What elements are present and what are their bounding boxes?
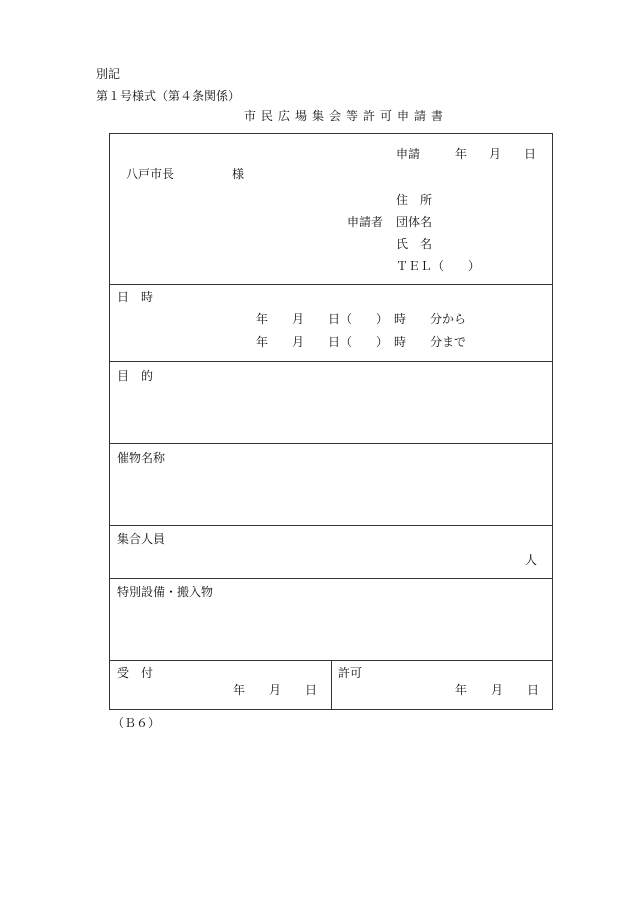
applicant-label: 申請者 [347,215,384,229]
apply-year-label: 年 [455,147,468,161]
row-divider [109,578,553,579]
form-number: 第１号様式（第４条関係） [96,89,241,103]
row-divider [109,443,553,444]
org-label: 団体名 [396,215,433,229]
row-divider [109,361,553,362]
apply-day-label: 日 [524,147,537,161]
attendance-unit: 人 [525,553,538,567]
apply-label: 申請 [396,147,421,161]
address-label: 住 所 [396,193,433,207]
purpose-label: 目 的 [117,369,154,383]
name-label: 氏 名 [396,237,433,251]
form-note: 別記 [96,67,121,81]
row-divider [109,284,553,285]
datetime-start: 年 月 日（ ） 時 分から [256,312,467,326]
form-title: 市民広場集会等許可申請書 [244,109,449,123]
apply-month-label: 月 [489,147,502,161]
size-note: （Ｂ６） [112,716,161,730]
addressee: 八戸市長 [126,167,175,181]
event-name-label: 催物名称 [117,451,166,465]
column-divider [331,660,332,710]
row-divider [109,525,553,526]
equipment-label: 特別設備・搬入物 [117,585,214,599]
datetime-end: 年 月 日（ ） 時 分まで [256,335,467,349]
permit-date: 年 月 日 [455,683,540,697]
receipt-label: 受 付 [117,666,154,680]
form-table [109,133,553,710]
datetime-label: 日 時 [117,290,154,304]
permit-label: 許可 [338,666,363,680]
receipt-date: 年 月 日 [233,683,318,697]
tel-label: ＴＥＬ（ ） [396,259,481,273]
honorific: 様 [232,167,245,181]
attendance-label: 集合人員 [117,532,166,546]
